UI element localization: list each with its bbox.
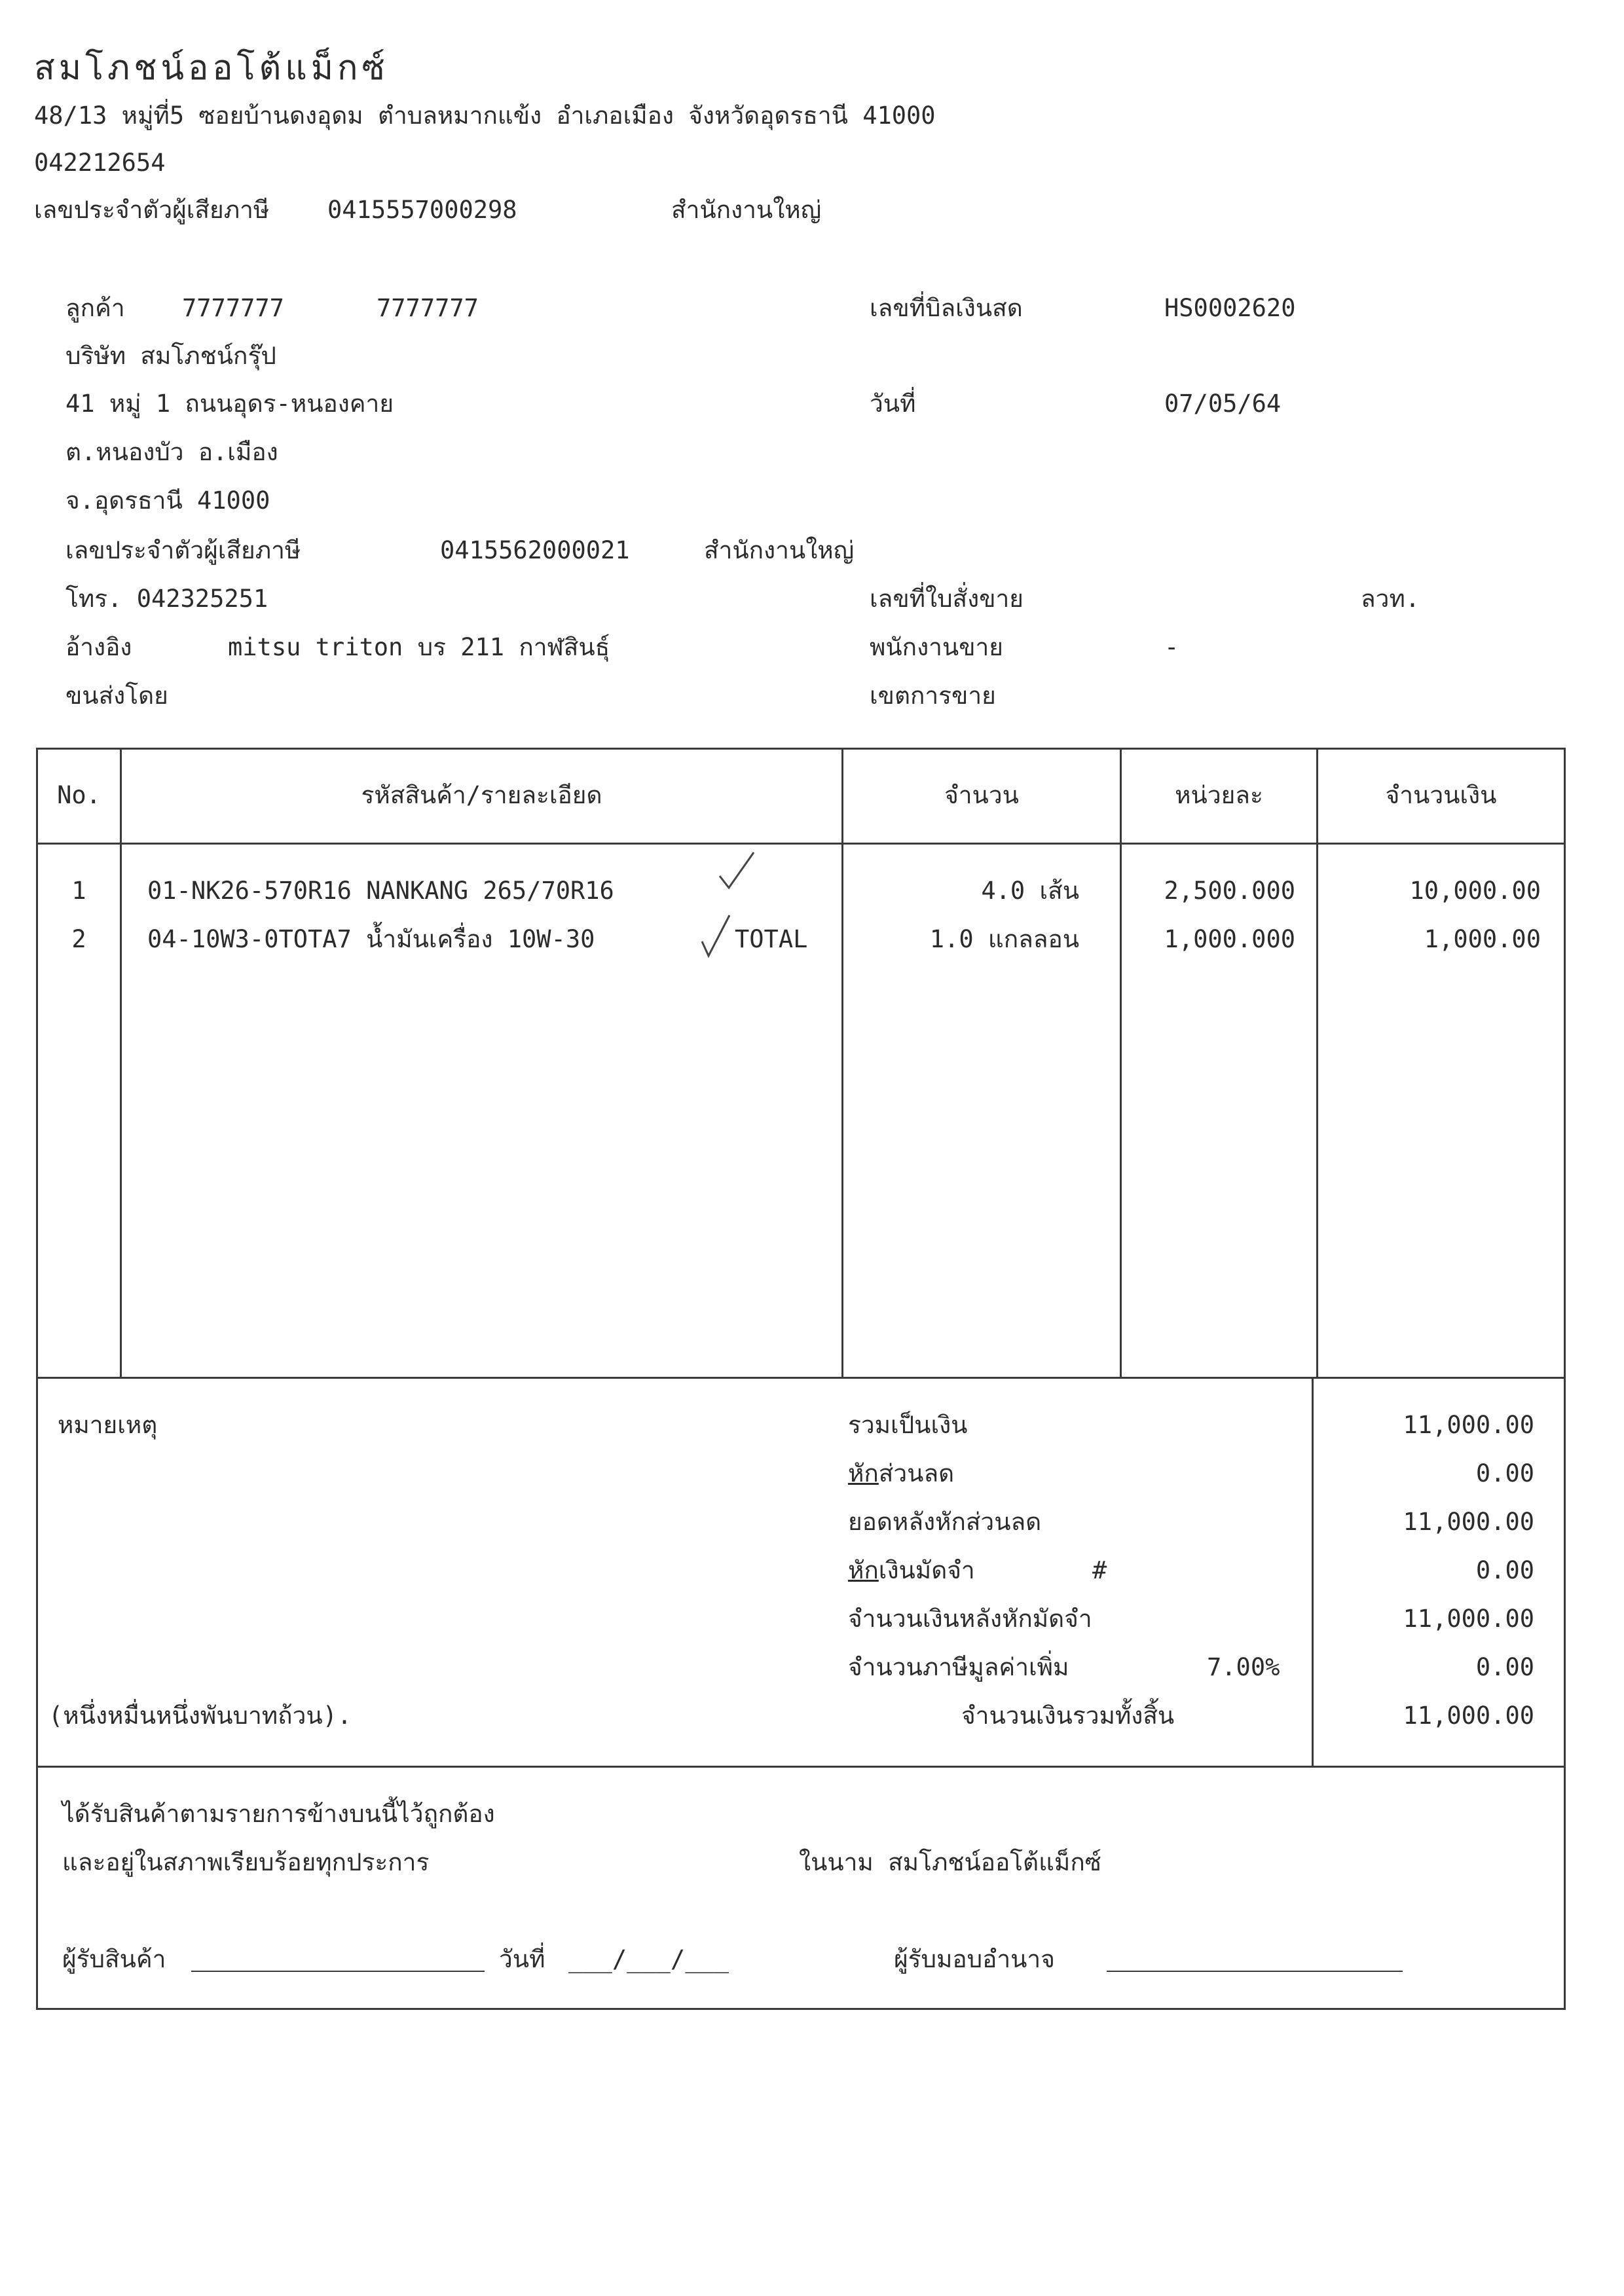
company-name: สมโภชน์ออโต้แม็กซ์: [34, 48, 389, 88]
header-no: No.: [57, 781, 101, 809]
customer-tax-label: เลขประจำตัวผู้เสียภาษี: [65, 536, 301, 564]
customer-tax-id: 0415562000021: [440, 536, 630, 564]
deposit-label-prefix: หัก: [848, 1556, 879, 1584]
receiver-label: ผู้รับสินค้า: [62, 1945, 166, 1973]
company-phone: 042212654: [34, 149, 166, 177]
header-amount: จำนวนเงิน: [1385, 781, 1497, 809]
discount-label: [848, 1461, 954, 1485]
checkmark-icon: [699, 913, 732, 958]
customer-label: ลูกค้า: [65, 294, 125, 322]
deposit-hash: #: [1092, 1556, 1107, 1584]
total-value: 11,000.00: [1403, 1411, 1534, 1439]
vat-rate: 7.00%: [1207, 1653, 1280, 1681]
customer-address-2: ต.หนองบัว อ.เมือง: [65, 438, 278, 466]
header-description: รหัสสินค้า/รายละเอียด: [361, 781, 602, 809]
row-description: 04-10W3-0TOTA7 น้ำมันเครื่อง 10W-30: [147, 925, 595, 953]
bill-no: HS0002620: [1164, 294, 1296, 322]
salesperson-value: -: [1164, 633, 1179, 661]
customer-address-1: 41 หมู่ 1 ถนนอุดร-หนองคาย: [65, 390, 394, 418]
reference-value: mitsu triton บร 211 กาฬสินธุ์: [228, 633, 610, 661]
customer-phone: โทร. 042325251: [65, 585, 268, 613]
bill-no-label: เลขที่บิลเงินสด: [870, 294, 1023, 322]
deposit-label-rest: เงินมัดจำ: [878, 1556, 975, 1584]
row-amount: 1,000.00: [1424, 925, 1541, 953]
row-no: 2: [71, 925, 86, 953]
customer-address-3: จ.อุดรธานี 41000: [65, 486, 270, 515]
on-behalf-of: ในนาม สมโภชน์ออโต้แม็กซ์: [799, 1848, 1101, 1876]
total-label: รวมเป็นเงิน: [848, 1411, 968, 1439]
after-discount-label: ยอดหลังหักส่วนลด: [848, 1508, 1042, 1536]
customer-branch: สำนักงานใหญ่: [704, 536, 855, 564]
after-deposit-value: 11,000.00: [1403, 1605, 1534, 1633]
receiver-signature-line: [191, 1971, 485, 1972]
company-tax-id: 0415557000298: [327, 196, 517, 224]
company-address: 48/13 หมู่ที่5 ซอยบ้านดงอุดม ตำบลหมากแข้ง อำเภอเมือง จังหวัดอุดรธานี 41000: [34, 101, 936, 130]
customer-code-2: 7777777: [377, 294, 479, 322]
grand-total-label: จำนวนเงินรวมทั้งสิ้น: [961, 1702, 1175, 1730]
received-line-2: และอยู่ในสภาพเรียบร้อยทุกประการ: [62, 1848, 430, 1876]
authorized-signature-line: [1107, 1971, 1403, 1972]
sales-order-label: เลขที่ใบสั่งขาย: [870, 585, 1024, 613]
row-no: 1: [71, 877, 86, 905]
vat-label: จำนวนภาษีมูลค่าเพิ่ม: [848, 1653, 1069, 1681]
remark-label: หมายเหตุ: [58, 1411, 158, 1439]
customer-code: 7777777: [182, 294, 284, 322]
row-unit-price: 1,000.000: [1164, 925, 1295, 953]
company-branch: สำนักงานใหญ่: [671, 196, 822, 224]
receive-date-blank: ___/___/___: [568, 1945, 729, 1973]
checkmark-icon: [717, 850, 756, 890]
after-discount-value: 11,000.00: [1403, 1508, 1534, 1536]
discount-label-rest: ส่วนลด: [878, 1459, 955, 1487]
row-description: 01-NK26-570R16 NANKANG 265/70R16: [147, 877, 614, 905]
amount-in-words: (หนึ่งหมื่นหนึ่งพันบาทถ้วน).: [48, 1702, 352, 1730]
row-quantity: 1.0 แกลลอน: [929, 925, 1079, 953]
invoice-date: 07/05/64: [1164, 390, 1282, 418]
row-note: TOTAL: [735, 925, 808, 953]
customer-name: บริษัท สมโภชน์กรุ๊ป: [65, 342, 276, 370]
row-unit-price: 2,500.000: [1164, 877, 1295, 905]
reference-label: อ้างอิง: [65, 633, 132, 661]
shipping-label: ขนส่งโดย: [65, 682, 168, 710]
discount-label-prefix: หัก: [848, 1459, 879, 1487]
salesperson-label: พนักงานขาย: [870, 633, 1003, 661]
header-unit-price: หน่วยละ: [1175, 781, 1263, 809]
discount-value: 0.00: [1475, 1459, 1534, 1487]
sales-order-value: ลวท.: [1361, 585, 1420, 613]
date-label: วันที่: [870, 390, 916, 418]
sales-area-label: เขตการขาย: [870, 682, 996, 710]
grand-total-value: 11,000.00: [1403, 1702, 1534, 1730]
row-amount: 10,000.00: [1409, 877, 1541, 905]
deposit-label: [848, 1558, 975, 1582]
received-line-1: ได้รับสินค้าตามรายการข้างบนนี้ไว้ถูกต้อง: [62, 1800, 495, 1828]
row-quantity: 4.0 เส้น: [981, 877, 1079, 905]
company-tax-label: เลขประจำตัวผู้เสียภาษี: [34, 196, 270, 224]
authorized-label: ผู้รับมอบอำนาจ: [894, 1945, 1055, 1973]
deposit-value: 0.00: [1475, 1556, 1534, 1584]
receive-date-label: วันที่: [499, 1945, 545, 1973]
after-deposit-label: จำนวนเงินหลังหักมัดจำ: [848, 1605, 1092, 1633]
vat-value: 0.00: [1475, 1653, 1534, 1681]
header-quantity: จำนวน: [944, 781, 1019, 809]
